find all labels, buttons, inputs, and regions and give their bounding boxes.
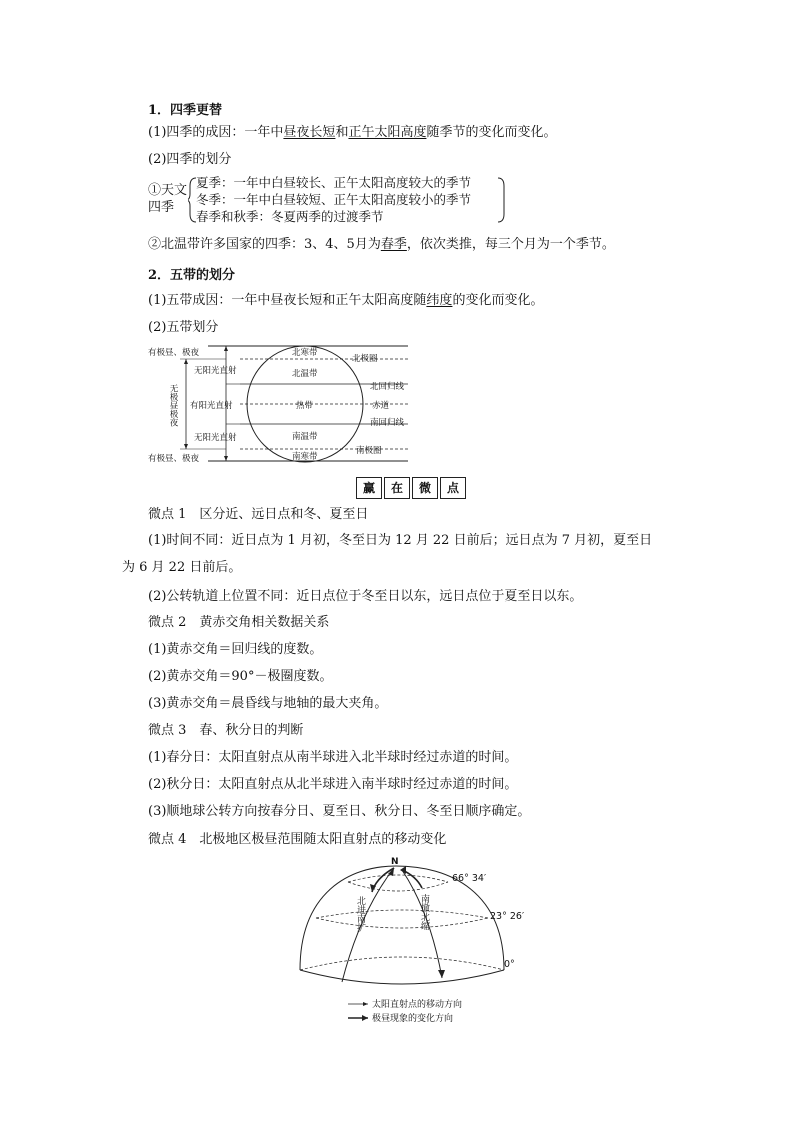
zone-south-temperate: 南温带 xyxy=(292,432,318,442)
point4-title: 微点 4 北极地区极昼范围随太阳直射点的移动变化 xyxy=(148,832,447,847)
point1-line2: (2)公转轨道上位置不同：近日点位于冬至日以东，远日点位于夏至日以东。 xyxy=(148,589,583,604)
banner-char: 点 xyxy=(440,477,466,499)
point1-line1-cont: 为 6 月 22 日前后。 xyxy=(122,560,242,575)
tianwen-label-1: ①天文 xyxy=(148,183,188,198)
five-zones-diagram xyxy=(146,340,418,466)
point2-line3: (3)黄赤交角＝晨昏线与地轴的最大夹角。 xyxy=(148,696,388,711)
zone-tropical: 热带 xyxy=(296,401,314,411)
zone-north-frigid: 北寒带 xyxy=(292,348,318,358)
section1-cause-line: (1)四季的成因：一年中昼夜长短和正午太阳高度随季节的变化而变化。 xyxy=(148,125,557,140)
label-no-direct-sun-bottom: 无阳光直射 xyxy=(194,433,237,443)
section1-temperate-line: ②北温带许多国家的四季：3、4、5月为春季，依次类推，每三个月为一个季节。 xyxy=(148,237,615,252)
point2-title: 微点 2 黄赤交角相关数据关系 xyxy=(148,615,330,630)
latitude-0-label: 0° xyxy=(504,959,515,970)
south-retreat-label: 南撤北缩 xyxy=(419,894,429,930)
section1-title: 1．四季更替 xyxy=(148,103,223,118)
legend-polar-day-change: 极昼现象的变化方向 xyxy=(372,1014,454,1024)
section2-title: 2．五带的划分 xyxy=(148,268,236,283)
point1-title: 微点 1 区分近、远日点和冬、夏至日 xyxy=(148,507,369,522)
line-tropic-cancer: 北回归线 xyxy=(370,382,405,392)
banner-char: 微 xyxy=(412,477,438,499)
season-spring-autumn: 春季和秋季：冬夏两季的过渡季节 xyxy=(196,209,384,224)
zone-south-frigid: 南寒带 xyxy=(292,452,318,462)
point3-title: 微点 3 春、秋分日的判断 xyxy=(148,723,304,738)
point2-line1: (1)黄赤交角＝回归线的度数。 xyxy=(148,642,323,657)
point1-line1: (1)时间不同：近日点为 1 月初，冬至日为 12 月 22 日前后；远日点为 7 月初，夏至日 xyxy=(148,533,653,548)
season-summer: 夏季：一年中白昼较长、正午太阳高度较大的季节 xyxy=(196,175,472,190)
banner-char: 赢 xyxy=(356,477,382,499)
point3-line3: (3)顺地球公转方向按春分日、夏至日、秋分日、冬至日顺序确定。 xyxy=(148,804,531,819)
zone-north-temperate: 北温带 xyxy=(292,369,318,379)
label-has-direct-sun: 有阳光直射 xyxy=(190,401,233,411)
season-winter: 冬季：一年中白昼较短、正午太阳高度较小的季节 xyxy=(196,192,472,207)
latitude-23-label: 23° 26′ xyxy=(490,911,525,922)
north-pole-label: N xyxy=(391,857,399,867)
point3-line1: (1)春分日：太阳直射点从南半球进入北半球时经过赤道的时间。 xyxy=(148,750,518,765)
tianwen-label-2: 四季 xyxy=(148,200,175,215)
point3-line2: (2)秋分日：太阳直射点从北半球进入南半球时经过赤道的时间。 xyxy=(148,777,518,792)
win-at-points-banner xyxy=(356,477,468,497)
section2-division-line: (2)五带划分 xyxy=(148,320,219,335)
section1-division-line: (2)四季的划分 xyxy=(148,152,232,167)
label-polar-day-top: 有极昼、极夜 xyxy=(148,348,200,358)
hemisphere-diagram xyxy=(290,852,530,1032)
legend-sun-direct-point: 太阳直射点的移动方向 xyxy=(372,1000,463,1010)
point2-line2: (2)黄赤交角＝90°－极圈度数。 xyxy=(148,669,333,684)
line-antarctic-circle: 南极圈 xyxy=(356,446,382,456)
line-tropic-capricorn: 南回归线 xyxy=(370,418,405,428)
banner-char: 在 xyxy=(384,477,410,499)
section2-cause-line: (1)五带成因：一年中昼夜长短和正午太阳高度随纬度的变化而变化。 xyxy=(148,293,544,308)
label-no-direct-sun-top: 无阳光直射 xyxy=(194,366,237,376)
label-polar-day-bottom: 有极昼、极夜 xyxy=(148,454,200,464)
label-no-polar-day: 无极昼极夜 xyxy=(168,384,178,427)
latitude-66-label: 66° 34′ xyxy=(452,873,487,884)
north-advance-label: 北进南扩 xyxy=(355,896,365,932)
line-arctic-circle: 北极圈 xyxy=(352,354,378,364)
line-equator: 赤道 xyxy=(372,401,390,411)
